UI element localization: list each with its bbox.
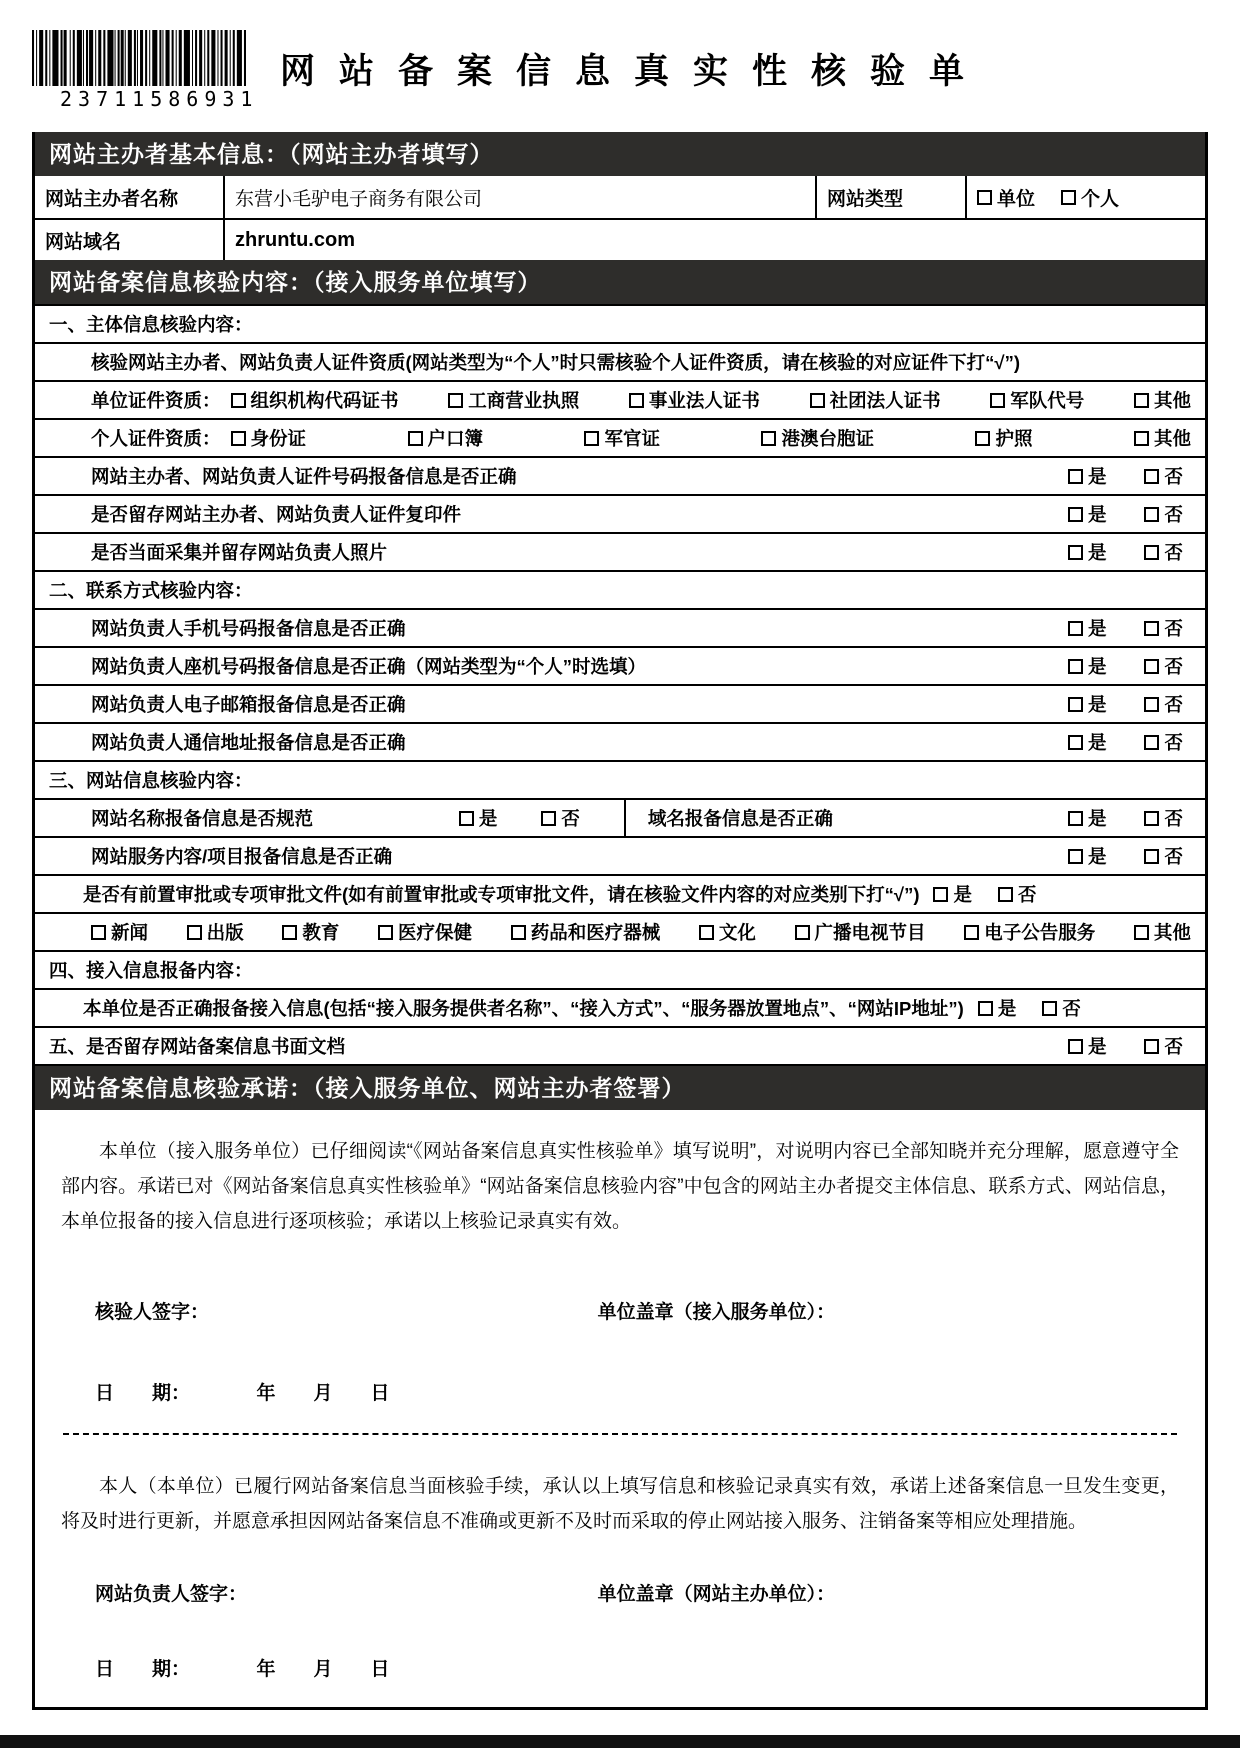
checkbox-label: 是 [1087,694,1107,715]
checkbox-option[interactable] [761,425,874,451]
checkbox-icon[interactable] [1144,811,1159,826]
checkbox-icon[interactable] [1068,1039,1083,1054]
checkbox-label: 工商营业执照 [468,390,580,411]
section-header-commitment: 网站备案信息核验承诺：（接入服务单位、网站主办者签署） [35,1064,1205,1110]
section-header-verification: 网站备案信息核验内容：（接入服务单位填写） [35,260,1205,304]
question-text: 网站名称报备信息是否规范 [91,808,314,829]
yes-no-options [933,881,1038,907]
site-type-label: 网站类型 [815,176,965,218]
checkbox-option[interactable] [1144,501,1183,527]
checkbox-option[interactable] [1144,463,1183,489]
question-text: 网站主办者、网站负责人证件号码报备信息是否正确 [91,466,517,487]
checkbox-option[interactable] [1144,805,1183,831]
checkbox-label: 个人 [1081,188,1120,210]
date-row-1[interactable]: 日 期： 年 月 日 [95,1383,390,1404]
checkbox-option[interactable] [1042,995,1081,1021]
question-text: 本单位是否正确报备接入信息(包括“接入服务提供者名称”、“接入方式”、“服务器放置地点”、“网站IP地址”) [83,998,964,1019]
checkbox-option[interactable] [964,919,1095,945]
personal-cert-options [231,425,1191,451]
checkbox-label: 否 [561,808,580,829]
checkbox-label: 新闻 [111,922,149,943]
checkbox-option[interactable] [1068,501,1107,527]
checkbox-option[interactable] [541,805,580,831]
checkbox-option[interactable] [1068,463,1107,489]
date-row-2[interactable]: 日 期： 年 月 日 [95,1659,390,1680]
dashed-divider [63,1433,1177,1435]
checkbox-icon[interactable] [448,393,463,408]
checkbox-label: 是 [1087,1036,1107,1057]
yes-no-options [1068,539,1191,565]
checkbox-label: 是 [1087,656,1107,677]
checkbox-option[interactable] [1144,729,1183,755]
checkbox-icon[interactable] [1068,811,1083,826]
row-section3-title [35,760,1205,798]
personal-cert-label: 个人证件资质： [91,428,221,449]
checkbox-option[interactable] [1068,691,1107,717]
yes-no-options [1068,805,1191,831]
checkbox-icon[interactable] [990,393,1005,408]
checkbox-label: 否 [1164,542,1183,563]
checkbox-icon[interactable] [511,925,526,940]
checkbox-icon[interactable] [629,393,644,408]
checkbox-option[interactable] [1068,1033,1107,1059]
yes-no-options [1068,1033,1191,1059]
checkbox-option[interactable] [629,387,760,413]
checkbox-icon[interactable] [1068,507,1083,522]
row-cert-note [35,342,1205,380]
yes-no-options [1068,691,1191,717]
checkbox-option[interactable] [1144,539,1183,565]
checkbox-label: 其他 [1153,922,1191,943]
checkbox-icon[interactable] [1068,621,1083,636]
checkbox-option[interactable] [1068,805,1107,831]
sitename-question [35,800,626,836]
checkbox-icon[interactable] [1144,469,1159,484]
page-title: 网站备案信息真实性核验单 [280,52,989,91]
checkbox-icon[interactable] [231,431,246,446]
checkbox-icon[interactable] [1144,621,1159,636]
section-header-basic-info: 网站主办者基本信息：（网站主办者填写） [35,132,1205,176]
yes-no-options [1068,615,1191,641]
checkbox-label: 否 [1164,504,1183,525]
checkbox-option[interactable] [1068,653,1107,679]
checkbox-label: 是 [1087,618,1107,639]
row-cert-number [35,456,1205,494]
checkbox-option[interactable] [231,387,399,413]
checkbox-label: 否 [1164,466,1183,487]
checkbox-label: 单位 [997,188,1036,210]
row-section4-title [35,950,1205,988]
checkbox-option[interactable] [282,919,339,945]
checkbox-option[interactable] [584,425,660,451]
checkbox-label: 是 [478,808,498,829]
checkbox-option[interactable] [1068,843,1107,869]
question-text: 网站负责人电子邮箱报备信息是否正确 [91,694,406,715]
row-organizer [35,176,1205,218]
checkbox-option[interactable] [978,995,1017,1021]
yes-no-options [978,995,1083,1021]
checkbox-icon[interactable] [975,431,990,446]
checkbox-label: 是 [953,884,972,905]
checkbox-icon[interactable] [978,1001,993,1016]
row-personal-cert [35,418,1205,456]
checkbox-label: 护照 [995,428,1033,449]
checkbox-icon[interactable] [1068,545,1083,560]
yes-no-options [1068,501,1191,527]
section-title: 三、网站信息核验内容： [49,770,253,791]
row-landline [35,646,1205,684]
site-type-options [965,176,1205,218]
barcode-icon [32,30,246,86]
checkbox-label: 文化 [718,922,756,943]
checkbox-option[interactable] [511,919,661,945]
checkbox-icon[interactable] [795,925,810,940]
checkbox-label: 否 [1164,808,1183,829]
checkbox-icon[interactable] [699,925,714,940]
checkbox-icon[interactable] [1144,735,1159,750]
checkbox-label: 事业法人证书 [648,390,760,411]
checkbox-icon[interactable] [933,887,948,902]
row-section1-title [35,304,1205,342]
checkbox-option[interactable] [1144,615,1183,641]
form-table [32,132,1208,1110]
checkbox-label: 社团法人证书 [829,390,941,411]
checkbox-option[interactable] [1134,425,1191,451]
checkbox-option[interactable] [378,919,472,945]
checkbox-icon[interactable] [541,811,556,826]
checkbox-option[interactable] [187,919,244,945]
checkbox-option[interactable] [459,805,498,831]
row-mobile [35,608,1205,646]
checkbox-icon[interactable] [91,925,106,940]
checkbox-label: 是 [997,998,1017,1019]
checkbox-icon[interactable] [1061,190,1076,205]
checkbox-option[interactable] [231,425,307,451]
checkbox-option[interactable] [1144,691,1183,717]
checkbox-icon[interactable] [1068,697,1083,712]
checkbox-option[interactable] [1068,729,1107,755]
checkbox-icon[interactable] [998,887,1013,902]
checkbox-icon[interactable] [1134,925,1149,940]
domain-question [626,800,1205,836]
row-domain [35,218,1205,260]
checkbox-option[interactable] [1061,184,1119,211]
question-text: 网站负责人手机号码报备信息是否正确 [91,618,406,639]
row-unit-cert [35,380,1205,418]
checkbox-option[interactable] [1144,653,1183,679]
checkbox-option[interactable] [91,919,148,945]
checkbox-option[interactable] [408,425,484,451]
checkbox-option[interactable] [977,184,1035,211]
domain-field[interactable]: zhruntu.com [223,220,1205,260]
checkbox-icon[interactable] [964,925,979,940]
barcode-block [32,30,259,111]
commitment-paragraph-1: 本单位（接入服务单位）已仔细阅读“《网站备案信息真实性核验单》填写说明”，对说明内容已全部知晓并充分理解，愿意遵守全部内容。承诺已对《网站备案信息真实性核验单》“网站备案信息核验内容”中包含的网站主办者提交主体信息、联系方式、网站信息，本单位报备的接入信息进行逐项核验；承诺以上核验记录真实有效。 [61,1141,1179,1232]
access-unit-stamp-label[interactable]: 单位盖章（接入服务单位）： [597,1302,836,1323]
checkbox-option[interactable] [975,425,1032,451]
yes-no-options [1068,463,1191,489]
row-section2-title [35,570,1205,608]
checkbox-option[interactable] [933,881,972,907]
checkbox-option[interactable] [1134,919,1191,945]
unit-cert-label: 单位证件资质： [91,390,221,411]
checkbox-label: 出版 [206,922,244,943]
checkbox-icon[interactable] [810,393,825,408]
checkbox-label: 医疗保健 [398,922,473,943]
checkbox-option[interactable] [1068,539,1107,565]
checkbox-label: 电子公告服务 [984,922,1096,943]
checkbox-icon[interactable] [282,925,297,940]
checkbox-label: 组织机构代码证书 [250,390,399,411]
barcode-number: 23711586931 [60,87,259,111]
checkbox-option[interactable] [1068,615,1107,641]
unit-cert-options [231,387,1191,413]
checkbox-label: 港澳台胞证 [781,428,874,449]
organizer-name-field[interactable]: 东营小毛驴电子商务有限公司 [223,176,815,218]
organizer-name-label: 网站主办者名称 [45,188,179,210]
row-cert-copy [35,494,1205,532]
checkbox-label: 否 [1164,732,1183,753]
section-title: 四、接入信息报备内容： [49,960,253,981]
checkbox-icon[interactable] [1144,659,1159,674]
question-text: 核验网站主办者、网站负责人证件资质(网站类型为“个人”时只需核验个人证件资质，请在核验的对应证件下打“√”) [91,352,1020,373]
checkbox-icon[interactable] [1144,697,1159,712]
checkbox-icon[interactable] [1144,507,1159,522]
preapproval-options [91,919,1191,945]
checkbox-option[interactable] [810,387,941,413]
row-preapproval [35,874,1205,912]
checkbox-option[interactable] [699,919,756,945]
question-text: 是否留存网站主办者、网站负责人证件复印件 [91,504,462,525]
row-preapproval-categories [35,912,1205,950]
yes-no-options [1068,843,1191,869]
page-header [32,0,1208,122]
checkbox-label: 否 [1164,1036,1183,1057]
checkbox-icon[interactable] [761,431,776,446]
checkbox-option[interactable] [990,387,1084,413]
checkbox-option[interactable] [795,919,926,945]
checkbox-option[interactable] [1144,1033,1183,1059]
checkbox-label: 广播电视节目 [814,922,926,943]
checkbox-label: 药品和医疗器械 [530,922,661,943]
question-text: 域名报备信息是否正确 [647,808,833,829]
checkbox-icon[interactable] [408,431,423,446]
checkbox-icon[interactable] [459,811,474,826]
checkbox-label: 是 [1087,504,1107,525]
checkbox-option[interactable] [1144,843,1183,869]
checkbox-label: 是 [1087,808,1107,829]
checkbox-label: 军队代号 [1010,390,1085,411]
checkbox-icon[interactable] [1068,659,1083,674]
question-text: 五、是否留存网站备案信息书面文档 [49,1036,346,1057]
checkbox-icon[interactable] [1144,1039,1159,1054]
checkbox-icon[interactable] [1068,849,1083,864]
signature-row-1 [61,1297,1179,1324]
checkbox-icon[interactable] [977,190,992,205]
checkbox-icon[interactable] [187,925,202,940]
checkbox-label: 否 [1018,884,1037,905]
section-title: 二、联系方式核验内容： [49,580,253,601]
checkbox-option[interactable] [1134,387,1191,413]
row-section5 [35,1026,1205,1064]
checkbox-label: 是 [1087,542,1107,563]
yes-no-options [459,805,624,831]
yes-no-options [1068,653,1191,679]
site-manager-signature-label[interactable]: 网站负责人签字： [95,1584,248,1605]
checkbox-option[interactable] [448,387,579,413]
domain-label: 网站域名 [45,231,122,253]
checkbox-icon[interactable] [1134,393,1149,408]
row-photo [35,532,1205,570]
organizer-unit-stamp-label[interactable]: 单位盖章（网站主办单位）： [597,1584,836,1605]
checkbox-icon[interactable] [378,925,393,940]
question-text: 是否当面采集并留存网站负责人照片 [91,542,388,563]
site-type-checkboxes [977,184,1121,211]
checkbox-option[interactable] [998,881,1037,907]
row-sitename-domain [35,798,1205,836]
commitment-box [32,1110,1208,1710]
checkbox-label: 教育 [302,922,340,943]
section-title: 一、主体信息核验内容： [49,314,253,335]
checkbox-label: 其他 [1153,428,1191,449]
checkbox-label: 军官证 [604,428,660,449]
question-text: 网站服务内容/项目报备信息是否正确 [91,846,393,867]
checkbox-label: 其他 [1153,390,1191,411]
row-service [35,836,1205,874]
checkbox-label: 是 [1087,466,1107,487]
checkbox-label: 是 [1087,846,1107,867]
checkbox-icon[interactable] [1068,735,1083,750]
verifier-signature-label[interactable]: 核验人签字： [95,1302,210,1323]
checkbox-icon[interactable] [584,431,599,446]
row-email [35,684,1205,722]
bottom-border-bar [0,1735,1240,1748]
yes-no-options [1068,729,1191,755]
signature-row-2 [61,1579,1179,1606]
checkbox-label: 否 [1062,998,1081,1019]
checkbox-label: 否 [1164,618,1183,639]
row-access [35,988,1205,1026]
checkbox-icon[interactable] [1144,849,1159,864]
checkbox-label: 是 [1087,732,1107,753]
checkbox-icon[interactable] [1068,469,1083,484]
checkbox-label: 否 [1164,694,1183,715]
checkbox-label: 否 [1164,656,1183,677]
checkbox-label: 户口簿 [427,428,484,449]
question-text: 网站负责人座机号码报备信息是否正确（网站类型为“个人”时选填） [91,656,647,677]
checkbox-icon[interactable] [231,393,246,408]
question-text: 网站负责人通信地址报备信息是否正确 [91,732,406,753]
checkbox-icon[interactable] [1042,1001,1057,1016]
commitment-paragraph-2: 本人（本单位）已履行网站备案信息当面核验手续，承认以上填写信息和核验记录真实有效，承诺上述备案信息一旦发生变更，将及时进行更新，并愿意承担因网站备案信息不准确或更新不及时而采取的停止网站接入服务、注销备案等相应处理措施。 [61,1476,1179,1532]
checkbox-icon[interactable] [1144,545,1159,560]
row-address [35,722,1205,760]
question-text: 是否有前置审批或专项审批文件(如有前置审批或专项审批文件，请在核验文件内容的对应类别下打“√”) [83,884,920,905]
checkbox-label: 否 [1164,846,1183,867]
checkbox-icon[interactable] [1134,431,1149,446]
checkbox-label: 身份证 [250,428,307,449]
